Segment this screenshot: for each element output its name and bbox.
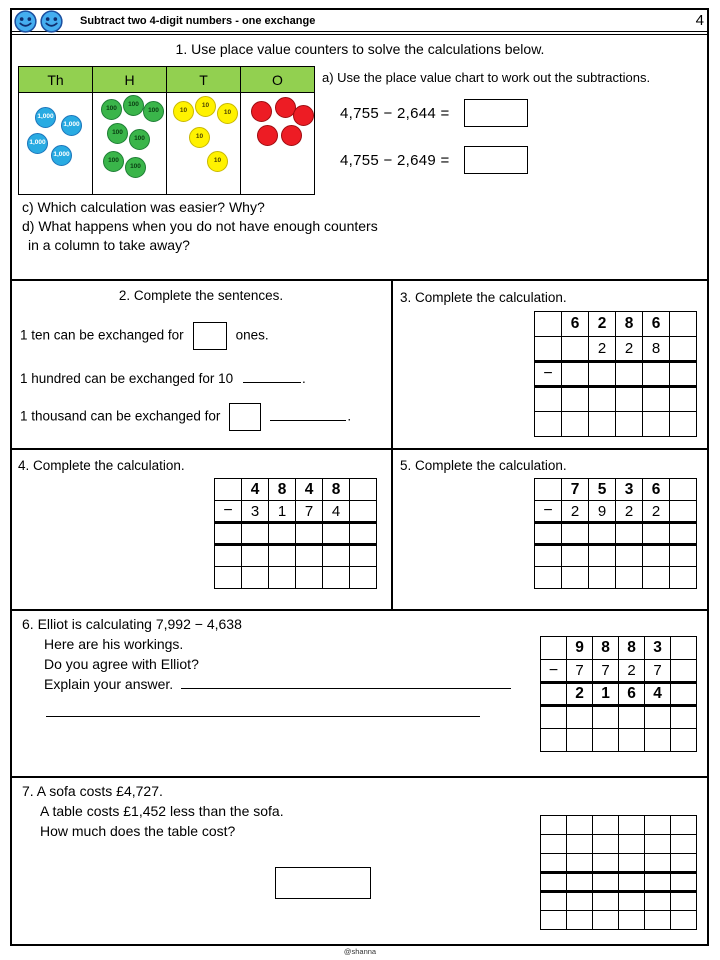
thousand-answer-box[interactable] [229, 403, 261, 431]
digit-cell: 9 [567, 637, 593, 660]
digit-cell: 3 [616, 479, 643, 501]
blank-cell[interactable] [562, 545, 589, 567]
blank-cell[interactable] [593, 816, 619, 835]
digit-cell: 8 [323, 479, 350, 501]
sentence-text: 1 hundred can be exchanged for 10 [20, 371, 234, 386]
blank-cell[interactable] [619, 729, 645, 752]
blank-cell[interactable] [645, 835, 671, 854]
blank-cell[interactable] [535, 387, 562, 412]
ones-answer-box[interactable] [193, 322, 227, 350]
blank-cell[interactable] [645, 854, 671, 873]
blank-cell[interactable] [670, 501, 697, 523]
blank-cell[interactable] [323, 523, 350, 545]
place-value-chart [18, 66, 315, 195]
blank-cell[interactable] [670, 337, 697, 362]
blank-cell[interactable] [562, 387, 589, 412]
blank-cell[interactable] [567, 892, 593, 911]
blank-cell[interactable] [671, 854, 697, 873]
blank-cell[interactable] [567, 854, 593, 873]
blank-cell[interactable] [616, 412, 643, 437]
blank-cell[interactable] [350, 545, 377, 567]
blank-cell[interactable] [670, 387, 697, 412]
blank-cell[interactable] [296, 523, 323, 545]
digit-cell: 2 [567, 683, 593, 706]
digit-cell: 7 [562, 479, 589, 501]
q1a-text: a) Use the place value chart to work out the subtractions. [322, 70, 651, 85]
blank-cell[interactable] [567, 706, 593, 729]
q6-line4 [44, 676, 511, 692]
blank-cell[interactable] [567, 816, 593, 835]
blank-cell[interactable] [562, 523, 589, 545]
q7-line1: 7. A sofa costs £4,727. [22, 783, 163, 799]
blank-cell[interactable] [215, 545, 242, 567]
blank-cell[interactable] [671, 873, 697, 892]
blank-cell[interactable] [535, 312, 562, 337]
q1d-text-line2: in a column to take away? [28, 237, 190, 253]
pv-column-thousands [19, 93, 93, 195]
pv-header-hundreds: H [93, 67, 167, 93]
blank-cell[interactable] [643, 362, 670, 387]
pv-body-row [19, 93, 315, 195]
thousands-counter-icon: 1,000 [61, 115, 82, 136]
q2-sentence-ten [20, 322, 269, 350]
blank-cell[interactable] [670, 545, 697, 567]
blank-cell[interactable] [589, 523, 616, 545]
blank-cell[interactable] [535, 545, 562, 567]
q6-line1: 6. Elliot is calculating 7,992 − 4,638 [22, 616, 242, 632]
calc2-answer-box[interactable] [464, 146, 528, 174]
digit-cell: 8 [269, 479, 296, 501]
blank-cell[interactable] [562, 567, 589, 589]
minus-cell: − [535, 501, 562, 523]
digit-cell: 6 [643, 479, 670, 501]
blank-cell[interactable] [567, 729, 593, 752]
tens-counter-icon: 10 [189, 127, 210, 148]
q6-calc-grid [540, 636, 697, 752]
blank-cell[interactable] [242, 545, 269, 567]
blank-cell[interactable] [589, 362, 616, 387]
digit-cell: 3 [645, 637, 671, 660]
hundreds-counter-icon: 100 [103, 151, 124, 172]
q1d-text-line1: d) What happens when you do not have enough counters [22, 218, 378, 234]
blank-cell[interactable] [589, 387, 616, 412]
blank-cell[interactable] [323, 567, 350, 589]
sentence-text: 1 ten can be exchanged for [20, 327, 184, 343]
blank-cell[interactable] [593, 706, 619, 729]
q7-answer-box[interactable] [275, 867, 371, 899]
digit-cell: 4 [323, 501, 350, 523]
blank-cell[interactable] [269, 567, 296, 589]
q3-heading: 3. Complete the calculation. [400, 290, 567, 305]
tens-counter-icon: 10 [207, 151, 228, 172]
sentence-text: . [347, 408, 352, 424]
blank-cell[interactable] [593, 892, 619, 911]
calc2-label: 4,755 − 2,649 = [340, 151, 450, 169]
blank-cell[interactable] [671, 706, 697, 729]
digit-cell: 6 [619, 683, 645, 706]
digit-cell: 4 [645, 683, 671, 706]
blank-cell[interactable] [671, 683, 697, 706]
ones-counter-icon [257, 125, 278, 146]
blank-cell[interactable] [671, 911, 697, 930]
blank-cell[interactable] [541, 706, 567, 729]
pv-header-row [19, 67, 315, 93]
blank-cell[interactable] [589, 545, 616, 567]
digit-cell: 7 [593, 660, 619, 683]
hundred-answer-blank[interactable] [243, 370, 301, 383]
blank-cell[interactable] [562, 412, 589, 437]
thousands-counter-icon: 1,000 [35, 107, 56, 128]
digit-cell: 2 [589, 312, 616, 337]
blank-cell[interactable] [645, 911, 671, 930]
digit-cell: 2 [562, 501, 589, 523]
section-divider-4 [10, 776, 709, 778]
blank-cell[interactable] [671, 637, 697, 660]
digit-cell: 2 [616, 501, 643, 523]
ones-counter-icon [251, 101, 272, 122]
digit-cell: 1 [269, 501, 296, 523]
hundreds-counter-icon: 100 [101, 99, 122, 120]
blank-cell[interactable] [296, 567, 323, 589]
worksheet-title: Subtract two 4-digit numbers - one exchange [80, 15, 316, 27]
blank-cell[interactable] [541, 683, 567, 706]
blank-cell[interactable] [535, 523, 562, 545]
digit-cell: 7 [645, 660, 671, 683]
digit-cell: 3 [242, 501, 269, 523]
q6-line2: Here are his workings. [44, 636, 184, 652]
tens-counter-icon: 10 [195, 96, 216, 117]
blank-cell[interactable] [645, 816, 671, 835]
blank-cell[interactable] [535, 479, 562, 501]
minus-cell: − [215, 501, 242, 523]
blank-cell[interactable] [645, 729, 671, 752]
q7-line2: A table costs £1,452 less than the sofa. [40, 803, 284, 819]
blank-cell[interactable] [535, 412, 562, 437]
q7-line3: How much does the table cost? [40, 823, 236, 839]
explain-label: Explain your answer. [44, 676, 174, 692]
sentence-text: . [301, 371, 306, 386]
calc1-label: 4,755 − 2,644 = [340, 104, 450, 122]
blank-cell[interactable] [643, 523, 670, 545]
smiley-icon [40, 10, 63, 38]
digit-cell: 2 [589, 337, 616, 362]
section-divider-1 [10, 279, 709, 281]
tens-counter-icon: 10 [173, 101, 194, 122]
blank-cell[interactable] [541, 835, 567, 854]
blank-cell[interactable] [350, 523, 377, 545]
digit-cell: 8 [593, 637, 619, 660]
ones-counter-icon [293, 105, 314, 126]
tens-counter-icon: 10 [217, 103, 238, 124]
pv-header-tens: T [167, 67, 241, 93]
q2-sentence-hundred [20, 370, 306, 386]
blank-cell[interactable] [643, 567, 670, 589]
blank-cell[interactable] [619, 835, 645, 854]
digit-cell: 4 [242, 479, 269, 501]
blank-cell[interactable] [541, 637, 567, 660]
blank-cell[interactable] [616, 567, 643, 589]
blank-cell[interactable] [589, 412, 616, 437]
blank-cell[interactable] [619, 816, 645, 835]
q1c-text: c) Which calculation was easier? Why? [22, 199, 265, 215]
blank-cell[interactable] [616, 523, 643, 545]
blank-cell[interactable] [671, 835, 697, 854]
hundreds-counter-icon: 100 [107, 123, 128, 144]
blank-cell[interactable] [643, 412, 670, 437]
digit-cell: 9 [589, 501, 616, 523]
section-divider-2 [10, 448, 709, 450]
q1a-calc-1 [340, 99, 528, 127]
q2-sentence-thousand [20, 403, 351, 431]
calc1-answer-box[interactable] [464, 99, 528, 127]
blank-cell[interactable] [541, 873, 567, 892]
blank-cell[interactable] [350, 479, 377, 501]
blank-cell[interactable] [619, 892, 645, 911]
blank-cell[interactable] [643, 387, 670, 412]
blank-cell[interactable] [589, 567, 616, 589]
hundreds-counter-icon: 100 [143, 101, 164, 122]
section-divider-3 [10, 609, 709, 611]
blank-cell[interactable] [541, 816, 567, 835]
q1a-calc-2 [340, 146, 528, 174]
sentence-text: 1 thousand can be exchanged for [20, 408, 221, 424]
blank-cell[interactable] [645, 706, 671, 729]
digit-cell: 2 [616, 337, 643, 362]
q4-calc-grid [214, 478, 377, 589]
blank-cell[interactable] [670, 523, 697, 545]
pv-column-hundreds [93, 93, 167, 195]
digit-cell: 8 [619, 637, 645, 660]
blank-cell[interactable] [350, 567, 377, 589]
q3-calc-grid [534, 311, 697, 437]
explain-answer-blank-2[interactable] [46, 716, 480, 717]
page-number: 4 [695, 12, 704, 29]
q2-heading: 2. Complete the sentences. [118, 288, 284, 303]
blank-cell[interactable] [645, 892, 671, 911]
pv-column-tens [167, 93, 241, 195]
blank-cell[interactable] [619, 873, 645, 892]
digit-cell: 7 [567, 660, 593, 683]
blank-cell[interactable] [215, 523, 242, 545]
blank-cell[interactable] [616, 545, 643, 567]
blank-cell[interactable] [670, 567, 697, 589]
digit-cell: 6 [562, 312, 589, 337]
blank-cell[interactable] [619, 854, 645, 873]
column-divider [391, 279, 393, 610]
blank-cell[interactable] [671, 660, 697, 683]
blank-cell[interactable] [670, 479, 697, 501]
blank-cell[interactable] [535, 337, 562, 362]
blank-cell[interactable] [215, 479, 242, 501]
blank-cell[interactable] [562, 337, 589, 362]
blank-cell[interactable] [619, 706, 645, 729]
blank-cell[interactable] [593, 873, 619, 892]
blank-cell[interactable] [567, 873, 593, 892]
blank-cell[interactable] [269, 523, 296, 545]
blank-cell[interactable] [670, 312, 697, 337]
thousand-answer-blank[interactable] [270, 408, 346, 421]
minus-cell: − [535, 362, 562, 387]
hundreds-counter-icon: 100 [125, 157, 146, 178]
blank-cell[interactable] [541, 729, 567, 752]
thousands-counter-icon: 1,000 [51, 145, 72, 166]
blank-cell[interactable] [593, 854, 619, 873]
digit-cell: 2 [619, 660, 645, 683]
blank-cell[interactable] [535, 567, 562, 589]
q1-heading: 1. Use place value counters to solve the calculations below. [175, 41, 545, 57]
author-credit: @shanna [343, 947, 377, 956]
blank-cell[interactable] [567, 835, 593, 854]
digit-cell: 8 [616, 312, 643, 337]
blank-cell[interactable] [541, 911, 567, 930]
smiley-icon [14, 10, 37, 38]
header-divider [10, 31, 709, 35]
blank-cell[interactable] [619, 911, 645, 930]
blank-cell[interactable] [323, 545, 350, 567]
blank-cell[interactable] [593, 729, 619, 752]
blank-cell[interactable] [616, 362, 643, 387]
q7-calc-grid [540, 815, 697, 930]
digit-cell: 4 [296, 479, 323, 501]
blank-cell[interactable] [350, 501, 377, 523]
blank-cell[interactable] [541, 854, 567, 873]
blank-cell[interactable] [269, 545, 296, 567]
blank-cell[interactable] [643, 545, 670, 567]
ones-counter-icon [281, 125, 302, 146]
blank-cell[interactable] [562, 362, 589, 387]
pv-header-thousands: Th [19, 67, 93, 93]
digit-cell: 8 [643, 337, 670, 362]
digit-cell: 2 [643, 501, 670, 523]
explain-answer-blank[interactable] [181, 676, 511, 689]
blank-cell[interactable] [616, 387, 643, 412]
q5-heading: 5. Complete the calculation. [400, 458, 567, 473]
blank-cell[interactable] [242, 523, 269, 545]
hundreds-counter-icon: 100 [123, 95, 144, 116]
blank-cell[interactable] [215, 567, 242, 589]
blank-cell[interactable] [541, 892, 567, 911]
blank-cell[interactable] [645, 873, 671, 892]
pv-column-ones [241, 93, 315, 195]
blank-cell[interactable] [670, 412, 697, 437]
blank-cell[interactable] [671, 892, 697, 911]
digit-cell: 5 [589, 479, 616, 501]
minus-cell: − [541, 660, 567, 683]
hundreds-counter-icon: 100 [129, 129, 150, 150]
thousands-counter-icon: 1,000 [27, 133, 48, 154]
blank-cell[interactable] [296, 545, 323, 567]
blank-cell[interactable] [593, 835, 619, 854]
blank-cell[interactable] [670, 362, 697, 387]
blank-cell[interactable] [671, 729, 697, 752]
sentence-text: ones. [235, 327, 269, 343]
q5-calc-grid [534, 478, 697, 589]
q4-heading: 4. Complete the calculation. [18, 458, 185, 473]
blank-cell[interactable] [242, 567, 269, 589]
digit-cell: 1 [593, 683, 619, 706]
digit-cell: 7 [296, 501, 323, 523]
blank-cell[interactable] [593, 911, 619, 930]
blank-cell[interactable] [567, 911, 593, 930]
blank-cell[interactable] [671, 816, 697, 835]
pv-header-ones: O [241, 67, 315, 93]
digit-cell: 6 [643, 312, 670, 337]
q6-line3: Do you agree with Elliot? [44, 656, 199, 672]
